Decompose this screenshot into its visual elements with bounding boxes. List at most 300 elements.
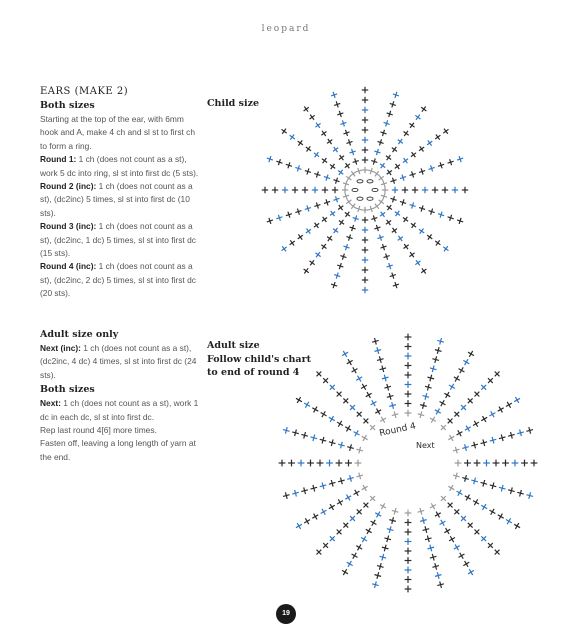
stitch-symbol [405, 510, 412, 517]
stitch-symbol [409, 201, 417, 209]
stitch-symbol [531, 460, 538, 467]
stitch-symbol [471, 498, 480, 507]
stitch-symbol [412, 187, 418, 193]
stitch-symbol [288, 238, 297, 247]
stitch-symbol [472, 389, 482, 399]
stitch-symbol [326, 460, 333, 467]
stitch-symbol [337, 153, 346, 162]
stitch-symbol [432, 562, 440, 570]
stitch-symbol [360, 483, 369, 492]
stitch-symbol [392, 281, 400, 289]
stitch-symbol [459, 514, 469, 524]
stitch-symbol [335, 419, 344, 428]
stitch-symbol [310, 434, 318, 442]
stitch-symbol [399, 174, 407, 182]
stitch-symbol [376, 562, 384, 570]
stitch-symbol [362, 257, 368, 263]
stitch-symbol [427, 544, 435, 552]
child-crochet-chart [250, 80, 480, 310]
stitch-symbol [345, 357, 354, 366]
stitch-symbol [280, 127, 289, 136]
stitch-symbol [443, 390, 452, 399]
both-sizes-heading-2: Both sizes [40, 384, 95, 396]
stitch-symbol [405, 391, 412, 398]
round-2-label: Round 2 (inc): [40, 181, 97, 192]
stitch-symbol [310, 484, 318, 492]
stitch-symbol [294, 164, 302, 172]
stitch-symbol [379, 243, 387, 251]
stitch-symbol [385, 203, 394, 212]
stitch-symbol [330, 281, 338, 289]
stitch-symbol [526, 491, 534, 499]
stitch-symbol [457, 366, 466, 375]
stitch-symbol [320, 215, 329, 224]
stitch-symbol [455, 429, 464, 438]
stitch-symbol [424, 535, 432, 543]
stitch-symbol [368, 423, 378, 433]
stitch-symbol [386, 525, 394, 533]
stitch-symbol [304, 204, 312, 212]
stitch-symbol [304, 144, 313, 153]
stitch-symbol [465, 396, 475, 406]
stitch-symbol [488, 410, 497, 419]
stitch-symbol [425, 139, 434, 148]
stitch-symbol [439, 423, 449, 433]
stitch-symbol [402, 242, 411, 251]
stitch-symbol [325, 234, 334, 243]
stitch-symbol [307, 460, 314, 467]
stitch-symbol [433, 510, 442, 519]
stitch-symbol [341, 396, 351, 406]
stitch-symbol [474, 460, 481, 467]
stitch-symbol [311, 512, 320, 521]
stitch-symbol [346, 474, 354, 482]
stitch-symbol [345, 460, 352, 467]
stitch-symbol [405, 529, 412, 536]
stitch-symbol [373, 224, 381, 232]
stitch-symbol [445, 500, 455, 510]
stitch-symbol [433, 407, 442, 416]
stitch-symbol [405, 362, 412, 369]
round-1-label: Round 1: [40, 154, 77, 165]
stitch-symbol [409, 221, 418, 230]
adult-crochet-chart [268, 318, 558, 608]
stitch-symbol [437, 211, 445, 219]
stitch-symbol [362, 287, 368, 293]
stitch-symbol [382, 187, 388, 193]
stitch-symbol [339, 119, 347, 127]
stitch-symbol [434, 346, 442, 354]
stitch-symbol [405, 381, 412, 388]
stitch-symbol [459, 403, 469, 413]
stitch-symbol [493, 460, 500, 467]
chain-oval [357, 197, 363, 200]
stitch-symbol [374, 571, 382, 579]
stitch-symbol [401, 156, 410, 165]
adult-only-heading: Adult size only [40, 329, 119, 340]
stitch-symbol [344, 493, 353, 502]
stitch-symbol [330, 91, 338, 99]
stitch-symbol [461, 474, 469, 482]
stitch-symbol [512, 460, 519, 467]
stitch-symbol [479, 534, 489, 544]
stitch-symbol [408, 250, 417, 259]
adult-next-text: 1 ch (does not count as a st), (dc2inc, 4 dc) 4 times, sl st into first dc (24 sts). [40, 343, 197, 380]
stitch-symbol [437, 161, 445, 169]
adult-next-inc [40, 342, 200, 382]
stitch-symbol [328, 162, 337, 171]
repeat-line: Rep last round 4[6] more times. [40, 425, 157, 436]
stitch-symbol [344, 424, 353, 433]
stitch-symbol [480, 502, 489, 511]
adult-label-line-3: to end of round 4 [207, 367, 300, 378]
both-sizes-heading: Both sizes [40, 100, 95, 111]
stitch-symbol [319, 436, 327, 444]
next-label: Next [416, 441, 435, 450]
stitch-symbol [433, 133, 442, 142]
stitch-symbol [331, 145, 340, 154]
adult-next-label: Next (inc): [40, 343, 81, 353]
stitch-symbol [370, 214, 378, 222]
chain-oval [367, 197, 373, 200]
stitch-symbol [384, 383, 392, 391]
stitch-symbol [355, 167, 363, 175]
stitch-symbol [321, 541, 331, 551]
stitch-symbol [502, 460, 509, 467]
stitch-symbol [322, 187, 328, 193]
stitch-symbol [319, 507, 328, 516]
stitch-symbol [427, 374, 435, 382]
stitch-symbol [417, 144, 426, 153]
adult-instructions [40, 327, 200, 464]
stitch-symbol [371, 337, 379, 345]
stitch-symbol [337, 218, 346, 227]
stitch-symbol [405, 400, 412, 407]
stitch-symbol [417, 227, 426, 236]
stitch-symbol [498, 434, 506, 442]
stitch-symbol [409, 170, 417, 178]
stitch-symbol [355, 205, 363, 213]
stitch-symbol [386, 262, 394, 270]
stitch-symbol [364, 390, 373, 399]
stitch-symbol [328, 479, 336, 487]
stitch-symbol [456, 217, 464, 225]
stitch-symbol [419, 266, 428, 275]
stitch-symbol [445, 416, 455, 426]
round-3-label: Round 3 (inc): [40, 221, 97, 232]
stitch-symbol [374, 510, 383, 519]
ears-instructions [40, 86, 200, 301]
stitch-symbol [452, 409, 462, 419]
stitch-symbol [359, 382, 368, 391]
stitch-symbol [327, 534, 337, 544]
stitch-symbol [425, 233, 434, 242]
stitch-symbol [418, 167, 426, 175]
stitch-symbol [341, 520, 351, 530]
stitch-symbol [438, 518, 447, 527]
adult-next-round [40, 397, 200, 424]
stitch-symbol [492, 369, 502, 379]
stitch-symbol [335, 498, 344, 507]
stitch-symbol [292, 187, 298, 193]
stitch-symbol [466, 567, 475, 576]
stitch-symbol [348, 403, 358, 413]
stitch-symbol [308, 258, 317, 267]
stitch-symbol [405, 576, 412, 583]
stitch-symbol [429, 365, 437, 373]
round-1 [40, 153, 200, 180]
stitch-symbol [362, 107, 368, 113]
stitch-symbol [428, 164, 436, 172]
stitch-symbol [447, 535, 456, 544]
stitch-symbol [302, 266, 311, 275]
stitch-symbol [392, 91, 400, 99]
stitch-symbol [422, 525, 430, 533]
adult-label-line-1: Adult size [207, 340, 260, 351]
stitch-symbol [361, 500, 371, 510]
stitch-symbol [362, 147, 368, 153]
stitch-symbol [428, 415, 437, 424]
stitch-symbol [275, 158, 283, 166]
stitch-symbol [465, 520, 475, 530]
stitch-symbol [317, 460, 324, 467]
stitch-symbol [340, 567, 349, 576]
stitch-symbol [393, 162, 402, 171]
stitch-symbol [362, 127, 368, 133]
stitch-symbol [362, 277, 368, 283]
stitch-symbol [526, 426, 534, 434]
stitch-symbol [486, 541, 496, 551]
stitch-symbol [436, 581, 444, 589]
stitch-symbol [345, 559, 354, 568]
stitch-symbol [333, 272, 341, 280]
stitch-symbol [352, 429, 361, 438]
stitch-symbol [405, 538, 412, 545]
section-title: EARS (MAKE 2) [40, 86, 129, 97]
stitch-symbol [402, 187, 408, 193]
stitch-symbol [332, 177, 340, 185]
stitch-symbol [390, 226, 399, 235]
stitch-symbol [345, 138, 353, 146]
stitch-symbol [362, 247, 368, 253]
stitch-symbol [402, 129, 411, 138]
stitch-symbol [327, 502, 336, 511]
stitch-symbol [311, 405, 320, 414]
stitch-symbol [516, 489, 524, 497]
stitch-symbol [405, 586, 412, 593]
stitch-symbol [512, 395, 521, 404]
stitch-symbol [471, 419, 480, 428]
stitch-symbol [266, 155, 274, 163]
stitch-symbol [380, 192, 388, 200]
stitch-symbol [374, 346, 382, 354]
stitch-symbol [405, 353, 412, 360]
round-4-text: 1 ch (does not count as a st), (dc2inc, 2 dc) 5 times, sl st into first dc (20 sts). [40, 261, 196, 299]
stitch-symbol [379, 553, 387, 561]
stitch-symbol [381, 544, 389, 552]
stitch-symbol [417, 507, 425, 515]
round-2-text: 1 ch (does not count as a st), (dc2inc) 5 times, sl st into first dc (10 sts). [40, 181, 193, 218]
stitch-symbol [346, 443, 354, 451]
stitch-symbol [378, 415, 387, 424]
stitch-symbol [362, 97, 368, 103]
stitch-symbol [332, 195, 340, 203]
stitch-symbol [452, 374, 461, 383]
intro-paragraph: Starting at the top of the ear, with 6mm hook and A, make 4 ch and sl st to first ch to form a ring. [40, 114, 196, 151]
stitch-symbol [362, 117, 368, 123]
stitch-symbol [362, 207, 368, 213]
stitch-symbol [391, 507, 399, 515]
stitch-symbol [325, 137, 334, 146]
stitch-symbol [282, 491, 290, 499]
stitch-symbol [355, 374, 364, 383]
stitch-symbol [336, 168, 345, 177]
stitch-symbol [401, 215, 410, 224]
stitch-symbol [384, 535, 392, 543]
stitch-symbol [304, 227, 313, 236]
stitch-symbol [302, 400, 311, 409]
stitch-symbol [356, 446, 364, 454]
child-size-label: Child size [207, 98, 260, 109]
stitch-symbol [391, 411, 399, 419]
stitch-symbol [340, 349, 349, 358]
stitch-symbol [272, 187, 278, 193]
stitch-symbol [389, 177, 397, 185]
stitch-symbol [368, 494, 378, 504]
stitch-symbol [364, 526, 373, 535]
stitch-symbol [496, 405, 505, 414]
stitch-symbol [383, 253, 391, 261]
page-number: 19 [276, 604, 296, 624]
stitch-symbol [386, 110, 394, 118]
stitch-symbol [442, 187, 448, 193]
stitch-symbol [370, 157, 378, 165]
stitch-symbol [361, 416, 371, 426]
stitch-symbol [378, 502, 387, 511]
stitch-symbol [413, 113, 422, 122]
stitch-symbol [374, 407, 383, 416]
stitch-symbol [362, 157, 368, 163]
stitch-symbol [504, 400, 513, 409]
stitch-symbol [480, 414, 489, 423]
stitch-symbol [294, 208, 302, 216]
stitch-symbol [348, 514, 358, 524]
stitch-symbol [507, 487, 515, 495]
stitch-symbol [302, 517, 311, 526]
stitch-symbol [327, 382, 337, 392]
stitch-symbol [352, 157, 360, 165]
stitch-symbol [319, 410, 328, 419]
stitch-symbol [314, 547, 324, 557]
stitch-symbol [285, 211, 293, 219]
stitch-symbol [312, 221, 321, 230]
stitch-symbol [354, 507, 364, 517]
stitch-symbol [405, 548, 412, 555]
stitch-symbol [362, 237, 368, 243]
stitch-symbol [390, 145, 399, 154]
stitch-symbol [472, 527, 482, 537]
stitch-symbol [376, 234, 384, 242]
stitch-symbol [373, 148, 381, 156]
stitch-symbol [378, 210, 387, 219]
adult-label-line-2: Follow child's chart [207, 353, 311, 365]
chain-oval [352, 188, 358, 191]
stitch-symbol [345, 234, 353, 242]
stitch-symbol [359, 535, 368, 544]
stitch-symbol [362, 167, 368, 173]
stitch-symbol [323, 174, 331, 182]
stitch-symbol [452, 472, 460, 480]
stitch-symbol [433, 238, 442, 247]
stitch-symbol [343, 210, 352, 219]
stitch-symbol [337, 441, 345, 449]
stitch-symbol [384, 153, 393, 162]
stitch-symbol [304, 167, 312, 175]
stitch-symbol [343, 161, 352, 170]
stitch-symbol [342, 187, 348, 193]
stitch-symbol [355, 543, 364, 552]
stitch-symbol [282, 426, 290, 434]
stitch-symbol [352, 488, 361, 497]
round-4 [40, 260, 200, 300]
stitch-symbol [331, 226, 340, 235]
stitch-symbol [334, 389, 344, 399]
stitch-symbol [376, 355, 384, 363]
stitch-symbol [336, 110, 344, 118]
stitch-symbol [480, 479, 488, 487]
stitch-symbol [349, 148, 357, 156]
stitch-symbol [282, 187, 288, 193]
stitch-symbol [362, 87, 368, 93]
stitch-symbol [447, 214, 455, 222]
stitch-symbol [291, 429, 299, 437]
stitch-symbol [350, 366, 359, 375]
stitch-symbol [392, 187, 398, 193]
stitch-symbol [342, 180, 350, 188]
stitch-symbol [463, 424, 472, 433]
stitch-symbol [447, 382, 456, 391]
stitch-symbol [422, 392, 430, 400]
round-4-label: Round 4 (inc): [40, 261, 97, 272]
stitch-symbol [355, 460, 362, 467]
stitch-symbol [378, 161, 387, 170]
stitch-symbol [291, 489, 299, 497]
stitch-symbol [516, 429, 524, 437]
stitch-symbol [452, 507, 462, 517]
stitch-symbol [507, 431, 515, 439]
stitch-symbol [328, 439, 336, 447]
stitch-symbol [429, 553, 437, 561]
stitch-symbol [296, 233, 305, 242]
stitch-symbol [488, 507, 497, 516]
stitch-symbol [492, 547, 502, 557]
stitch-symbol [512, 521, 521, 530]
stitch-symbol [521, 460, 528, 467]
stitch-symbol [300, 431, 308, 439]
adult-next2-label: Next: [40, 398, 61, 409]
stitch-symbol [452, 446, 460, 454]
stitch-symbol [342, 243, 350, 251]
stitch-symbol [379, 365, 387, 373]
stitch-symbol [336, 203, 345, 212]
stitch-symbol [464, 460, 471, 467]
stitch-symbol [319, 482, 327, 490]
stitch-symbol [294, 521, 303, 530]
stitch-symbol [337, 477, 345, 485]
round-4-label: Round 4 [378, 421, 417, 439]
stitch-symbol [342, 192, 350, 200]
stitch-symbol [362, 227, 368, 233]
